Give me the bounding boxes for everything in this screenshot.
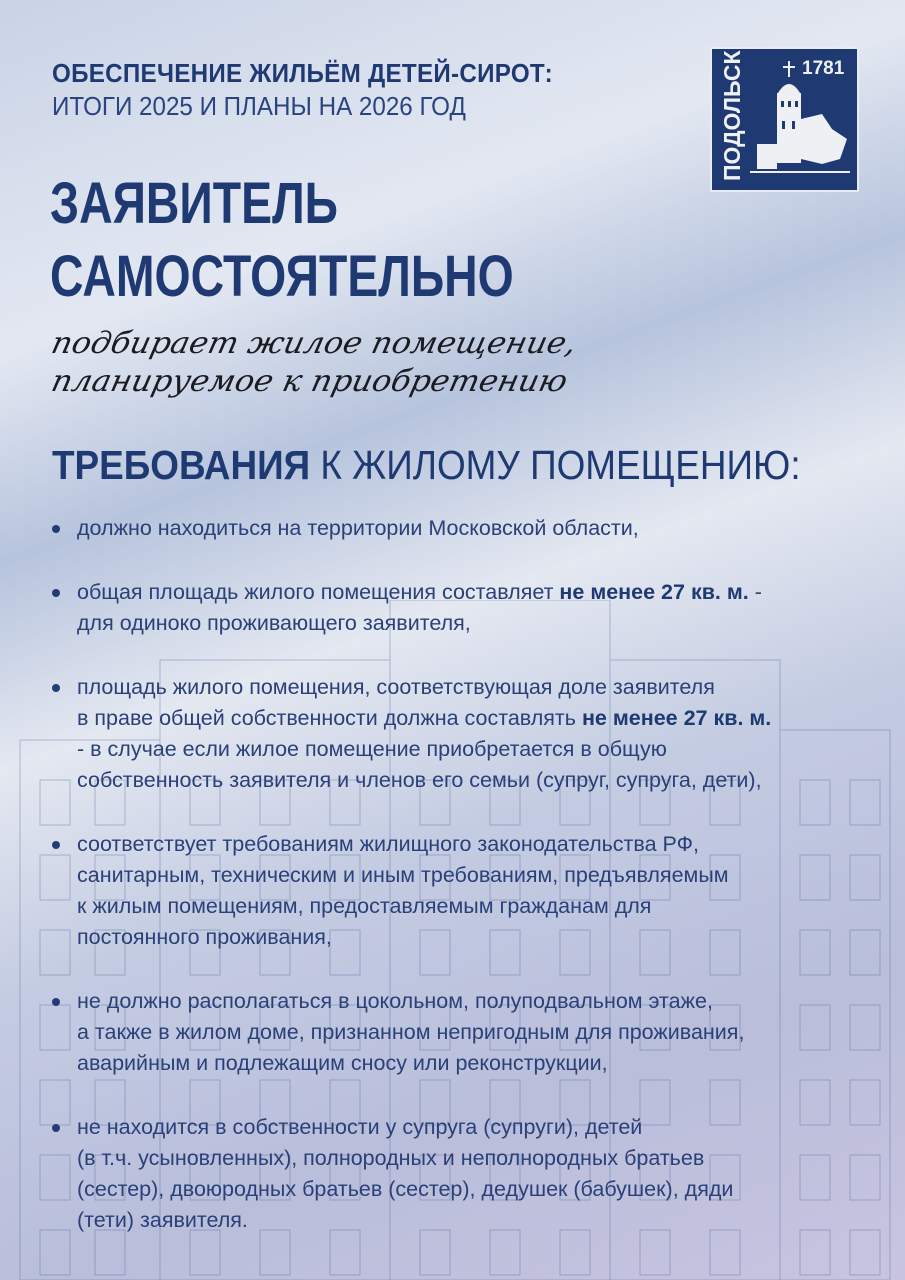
requirement-line <box>77 1048 872 1079</box>
requirement-line <box>77 922 872 953</box>
requirement-line <box>77 1112 872 1143</box>
bullet-icon <box>52 589 60 597</box>
requirement-line <box>77 703 872 734</box>
requirement-item <box>52 1112 872 1236</box>
requirement-line <box>77 608 872 639</box>
svg-text:1781: 1781 <box>802 58 845 79</box>
requirements-title <box>52 442 801 489</box>
requirements-list <box>52 513 872 1269</box>
requirement-line <box>77 1205 872 1236</box>
requirement-item <box>52 513 872 544</box>
svg-text:ПОДОЛЬСК: ПОДОЛЬСК <box>719 50 745 181</box>
bullet-icon <box>52 841 60 849</box>
text-segment: - в случае если жилое помещение приобретается в общую <box>77 737 667 761</box>
highlight-text: не менее 27 кв. м. <box>559 580 749 604</box>
text-segment: общая площадь жилого помещения составляет <box>77 580 560 604</box>
requirement-item <box>52 672 872 796</box>
requirement-line <box>77 734 872 765</box>
header-title-line1: ОБЕСПЕЧЕНИЕ ЖИЛЬЁМ ДЕТЕЙ-СИРОТ: <box>52 58 554 88</box>
text-segment: для одиноко проживающего заявителя, <box>77 611 471 635</box>
bullet-icon <box>52 684 60 692</box>
text-segment: постоянного проживания, <box>77 925 332 949</box>
requirement-line <box>77 1174 872 1205</box>
bullet-icon <box>52 998 60 1006</box>
requirement-line <box>77 1017 872 1048</box>
requirement-item <box>52 577 872 639</box>
text-segment: а также в жилом доме, признанном непригодным для проживания, <box>77 1020 745 1044</box>
text-segment: к жилым помещениям, предоставляемым гражданам для <box>77 894 652 918</box>
requirement-line <box>77 891 872 922</box>
text-segment: соответствует требованиям жилищного законодательства РФ, <box>77 832 699 856</box>
text-segment: не должно располагаться в цокольном, полуподвальном этаже, <box>77 989 713 1013</box>
requirement-line <box>77 1143 872 1174</box>
text-segment: в праве общей собственности должна составлять <box>77 706 582 730</box>
requirement-item <box>52 829 872 953</box>
text-segment: санитарным, техническим и иным требованиям, предъявляемым <box>77 863 729 887</box>
main-heading-line1: ЗАЯВИТЕЛЬ <box>50 171 338 236</box>
requirement-line <box>77 765 872 796</box>
subtitle-line2: планируемое к приобретению <box>48 364 571 399</box>
text-segment: не находится в собственности у супруга (супруги), детей <box>77 1115 643 1139</box>
requirement-line <box>77 672 872 703</box>
text-segment: (тети) заявителя. <box>77 1208 248 1232</box>
subtitle-line1: подбирает жилое помещение, <box>48 326 580 361</box>
text-segment: собственность заявителя и членов его семьи (супруг, супруга, дети), <box>77 768 762 792</box>
requirements-title-bold: ТРЕБОВАНИЯ <box>52 442 311 488</box>
requirement-item <box>52 986 872 1079</box>
requirement-line <box>77 577 872 608</box>
header-title-line2: ИТОГИ 2025 И ПЛАНЫ НА 2026 ГОД <box>52 91 466 121</box>
text-segment: (в т.ч. усыновленных), полнородных и неполнородных братьев <box>77 1146 705 1170</box>
text-segment: (сестер), двоюродных братьев (сестер), дедушек (бабушек), дяди <box>77 1177 734 1201</box>
text-segment: аварийным и подлежащим сносу или реконструкции, <box>77 1051 608 1075</box>
requirement-line <box>77 986 872 1017</box>
requirement-line <box>77 860 872 891</box>
bullet-icon <box>52 1124 60 1132</box>
text-segment: площадь жилого помещения, соответствующая доле заявителя <box>77 675 715 699</box>
requirement-line <box>77 513 872 544</box>
requirements-title-rest: К ЖИЛОМУ ПОМЕЩЕНИЮ: <box>310 442 801 488</box>
highlight-text: не менее 27 кв. м. <box>581 706 772 730</box>
main-heading-line2: САМОСТОЯТЕЛЬНО <box>50 244 514 309</box>
text-segment: должно находиться на территории Московской области, <box>77 516 639 540</box>
requirement-line <box>77 829 872 860</box>
text-segment: - <box>748 580 762 604</box>
podolsk-logo <box>710 47 859 192</box>
bullet-icon <box>52 525 60 533</box>
